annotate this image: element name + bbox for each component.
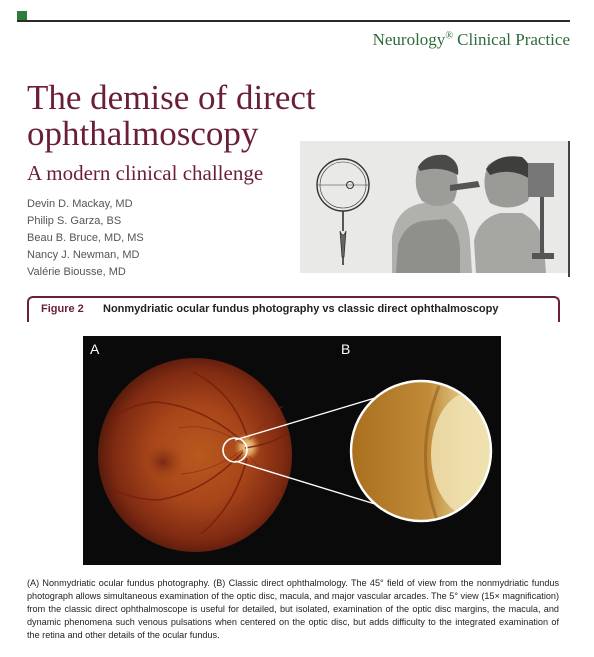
author-4: Nancy J. Newman, MD [27, 249, 140, 261]
author-list [27, 196, 144, 281]
author-5: Valérie Biousse, MD [27, 266, 126, 278]
panel-b-label: B [341, 341, 351, 357]
article-title: The demise of direct ophthalmoscopy [27, 78, 316, 153]
fundus-figure-svg [83, 336, 501, 565]
magnified-disc-view [351, 381, 501, 521]
engraving-svg [300, 141, 568, 273]
author-2: Philip S. Garza, BS [27, 215, 122, 227]
article-subtitle: A modern clinical challenge [27, 161, 264, 185]
physicians-illustration [392, 155, 554, 273]
registered-mark: ® [445, 30, 453, 42]
journal-section-text: Clinical Practice [457, 30, 570, 49]
author-1: Devin D. Mackay, MD [27, 198, 133, 210]
fundus-figure-panel [83, 336, 501, 565]
figure-caption: (A) Nonmydriatic ocular fundus photography. (B) Classic direct ophthalmology. The 45° field of view from the nonmydriatic fundus photograph allows simultaneous examination of the optic disc, macula, and major vascular arcades. The 5° view (15× magnification) from the classic direct ophthalmoscope is useful for detailed, but isolated, examination of the optic disc margins, the macula, and dynamic phenomena such venous pulsations when centered on the optic disc, but adds difficulty to the integrated examination of the retina and other details of the ocular fundus. [27, 578, 559, 640]
header-rule [17, 20, 570, 22]
figure-title: Nonmydriatic ocular fundus photography vs classic direct ophthalmoscopy [103, 303, 499, 315]
figure-label: Figure 2 [41, 303, 84, 315]
author-3: Beau B. Bruce, MD, MS [27, 232, 144, 244]
journal-name [373, 30, 570, 50]
panel-a-label: A [90, 341, 100, 357]
ophthalmoscope-illustration [317, 159, 369, 265]
journal-name-text: Neurology [372, 30, 446, 49]
figure-header [27, 296, 560, 322]
fundus-photograph [98, 358, 292, 552]
physicians-engraving-image [300, 141, 568, 273]
engraving-side-rule [568, 141, 570, 277]
